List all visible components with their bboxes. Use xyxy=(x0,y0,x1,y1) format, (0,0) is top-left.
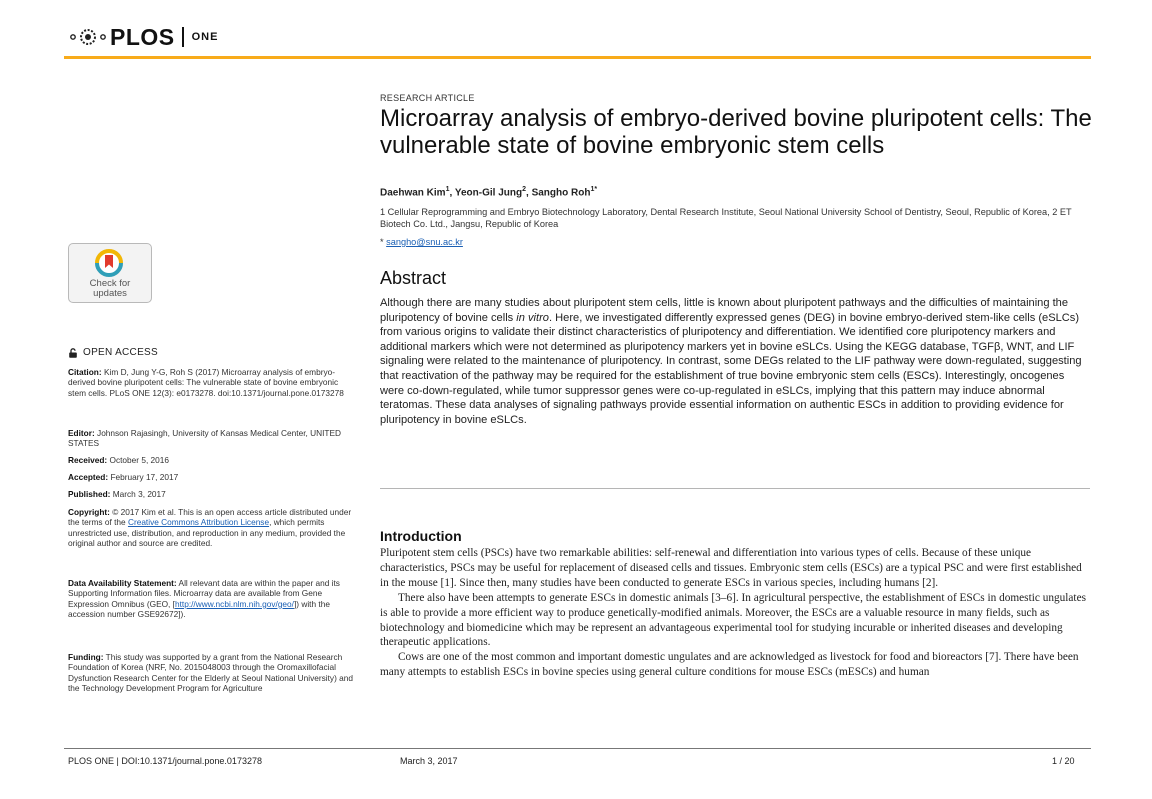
author-affiliation-mark: 1* xyxy=(590,186,598,193)
footer-journal-doi: PLOS ONE | DOI:10.1371/journal.pone.0173278 xyxy=(68,756,262,766)
intro-paragraph: Cows are one of the most common and important domestic ungulates and are acknowledged as livestock for food and bioreactors [7]. There have been many attempts to establish ESCs in bovine species using general culture conditions for mouse ESCs (mESCs) and human xyxy=(380,651,1079,679)
published-block xyxy=(68,489,353,499)
check-for-updates-badge[interactable] xyxy=(68,243,152,303)
received-date: October 5, 2016 xyxy=(109,455,170,465)
logo-plos-text: PLOS xyxy=(110,23,175,50)
intro-paragraph: There also have been attempts to generate ESCs in domestic animals [3–6]. In agricultural perspective, the establishment of ESCs in domestic ungulates is able to provide a more efficient way to produce genetically-modified animals. Moreover, the ESCs are a valuable resource in many fields, such as biotechnology and biomedicine which may be represent an advantageous experimental tool for studying incurable or inherited diseases and developing therapeutic applications. xyxy=(380,591,1086,649)
logo-journal-text: ONE xyxy=(191,31,219,43)
funding-text: This study was supported by a grant from the National Research Foundation of Korea (NRF, No. 2015048003 through the Oromaxillofacial Dysfunction Research Center for the Elderly at Seoul National University) and the Technology Development Program for Agriculture xyxy=(68,652,353,694)
footer-rule xyxy=(64,748,1091,749)
badge-line-2: updates xyxy=(93,288,127,299)
license-link[interactable]: Creative Commons Attribution License xyxy=(127,517,270,528)
geo-link[interactable]: http://www.ncbi.nlm.nih.gov/geo/ xyxy=(174,598,294,609)
corresponding-mark: * xyxy=(380,237,384,247)
check-updates-icon xyxy=(94,248,124,278)
corresponding-email-link[interactable]: sangho@snu.ac.kr xyxy=(386,237,463,247)
editor-block xyxy=(68,428,353,449)
badge-line-1: Check for xyxy=(89,278,131,289)
citation-block xyxy=(68,367,353,398)
copyright-block xyxy=(68,507,353,549)
copyright-text: © 2017 Kim et al. This is an open access article distributed under the terms of the xyxy=(68,507,352,528)
abstract-part: Although there are many studies about pluripotent stem cells, little is known about pluripotent pathways and the difficulties of maintaining the pluripotency of bovine cells xyxy=(380,297,1069,324)
article-type: RESEARCH ARTICLE xyxy=(380,93,475,103)
open-lock-icon xyxy=(68,348,78,358)
badge-label xyxy=(69,279,151,299)
editor-label: Editor: xyxy=(68,428,95,438)
data-availability-text-end: ]) with the accession number GSE92672]). xyxy=(68,598,330,620)
received-block xyxy=(68,455,353,465)
plos-logo-icon xyxy=(68,26,108,48)
citation-text: Kim D, Jung Y-G, Roh S (2017) Microarray analysis of embryo-derived bovine pluripotent cells: The vulnerable state of bovine embryonic stem cells. PLoS ONE 12(3): e0173278. doi:10.1371/journal.pone.0173278 xyxy=(68,367,344,398)
copyright-text-end: , which permits unrestricted use, distribution, and reproduction in any medium, provided the original author and source are credited. xyxy=(68,517,346,549)
author-affiliation-mark: 2 xyxy=(522,186,527,193)
plos-one-logo xyxy=(68,24,218,50)
author-name[interactable]: Daehwan Kim xyxy=(380,187,446,199)
header-accent-rule xyxy=(64,56,1091,59)
data-availability-label: Data Availability Statement: xyxy=(68,578,177,588)
page-number: 1 / 20 xyxy=(1052,756,1075,766)
abstract-text xyxy=(380,296,1085,427)
footer-date: March 3, 2017 xyxy=(400,756,458,766)
accepted-date: February 17, 2017 xyxy=(110,472,179,482)
intro-paragraph: Pluripotent stem cells (PSCs) have two remarkable abilities: self-renewal and differentiation into various types of cells. Because of these unique characteristics, PSCs may be useful for replacement of diseased cells and tissues. Embryonic stem cells (ESCs) are a typical PSC and were first established in the mouse [1]. Since then, many studies have been conducted to generate ESCs in various species, including humans [2]. xyxy=(380,547,1082,589)
funding-label: Funding: xyxy=(68,652,104,662)
editor-text: Johnson Rajasingh, University of Kansas Medical Center, UNITED STATES xyxy=(68,428,341,449)
introduction-heading: Introduction xyxy=(380,528,462,544)
open-access-text: OPEN ACCESS xyxy=(83,347,158,358)
introduction-body xyxy=(380,546,1090,680)
logo-divider xyxy=(182,27,184,47)
open-access-label xyxy=(68,347,158,358)
published-date: March 3, 2017 xyxy=(112,489,166,499)
affiliations: 1 Cellular Reprogramming and Embryo Biotechnology Laboratory, Dental Research Institute, Seoul National University School of Dentistry, Seoul, Republic of Korea, 2 ET Biotech Co. Ltd., Jangsu, Republic of Korea xyxy=(380,207,1072,229)
abstract-heading: Abstract xyxy=(380,268,447,288)
author-affiliation-mark: 1 xyxy=(445,186,450,193)
published-label: Published: xyxy=(68,489,111,499)
abstract-part: . Here, we investigated differently expressed genes (DEG) in bovine embryo-derived stem-like cells (eSLCs) from various origins to validate their distinct characteristics of pluripotency and differentiation. We identified core pluripotency markers and additional markers which were not determined as pluripotency markers yet in bovine eSLCs. Using the KEGG database, TGFβ, WNT, and LIF signaling were related to the maintenance of pluripotency. In contrast, some DEGs related to the LIF pathway were down-regulated, suggesting that reactivation of the pathway may be required for the establishment of true bovine embryonic stem cells (ESCs). Interestingly, oncogenes were co-down-regulated, while tumor suppressor genes were co-up-regulated in eSLCs, implying that this pattern may induce abnormal teratomas. These data analyses of signaling pathways provide essential information on authentic ESCs in addition to providing evidence for pluripotency in bovine eSLCs. xyxy=(380,311,1082,426)
article-title: Microarray analysis of embryo-derived bovine pluripotent cells: The vulnerable state of bovine embryonic stem cells xyxy=(380,105,1092,159)
citation-label: Citation: xyxy=(68,367,102,377)
copyright-label: Copyright: xyxy=(68,507,110,517)
abstract-italic: in vitro xyxy=(516,311,549,324)
author-list: Daehwan Kim$^1$, Yeon-Gil Jung$^2$, Sangho Roh$^{1*}$ xyxy=(380,186,598,199)
author-name[interactable]: Sangho Roh xyxy=(531,187,591,199)
received-label: Received: xyxy=(68,455,108,465)
data-availability-text: All relevant data are within the paper and its Supporting Information files. Microarray data are available from Gene Expression Omnibus (GEO, [ xyxy=(68,578,340,609)
corresponding-author xyxy=(380,237,463,247)
author-name[interactable]: Yeon-Gil Jung xyxy=(454,187,523,199)
accepted-block xyxy=(68,472,353,482)
funding-block xyxy=(68,652,353,694)
data-availability-block xyxy=(68,578,353,620)
abstract-divider xyxy=(380,488,1090,489)
accepted-label: Accepted: xyxy=(68,472,109,482)
